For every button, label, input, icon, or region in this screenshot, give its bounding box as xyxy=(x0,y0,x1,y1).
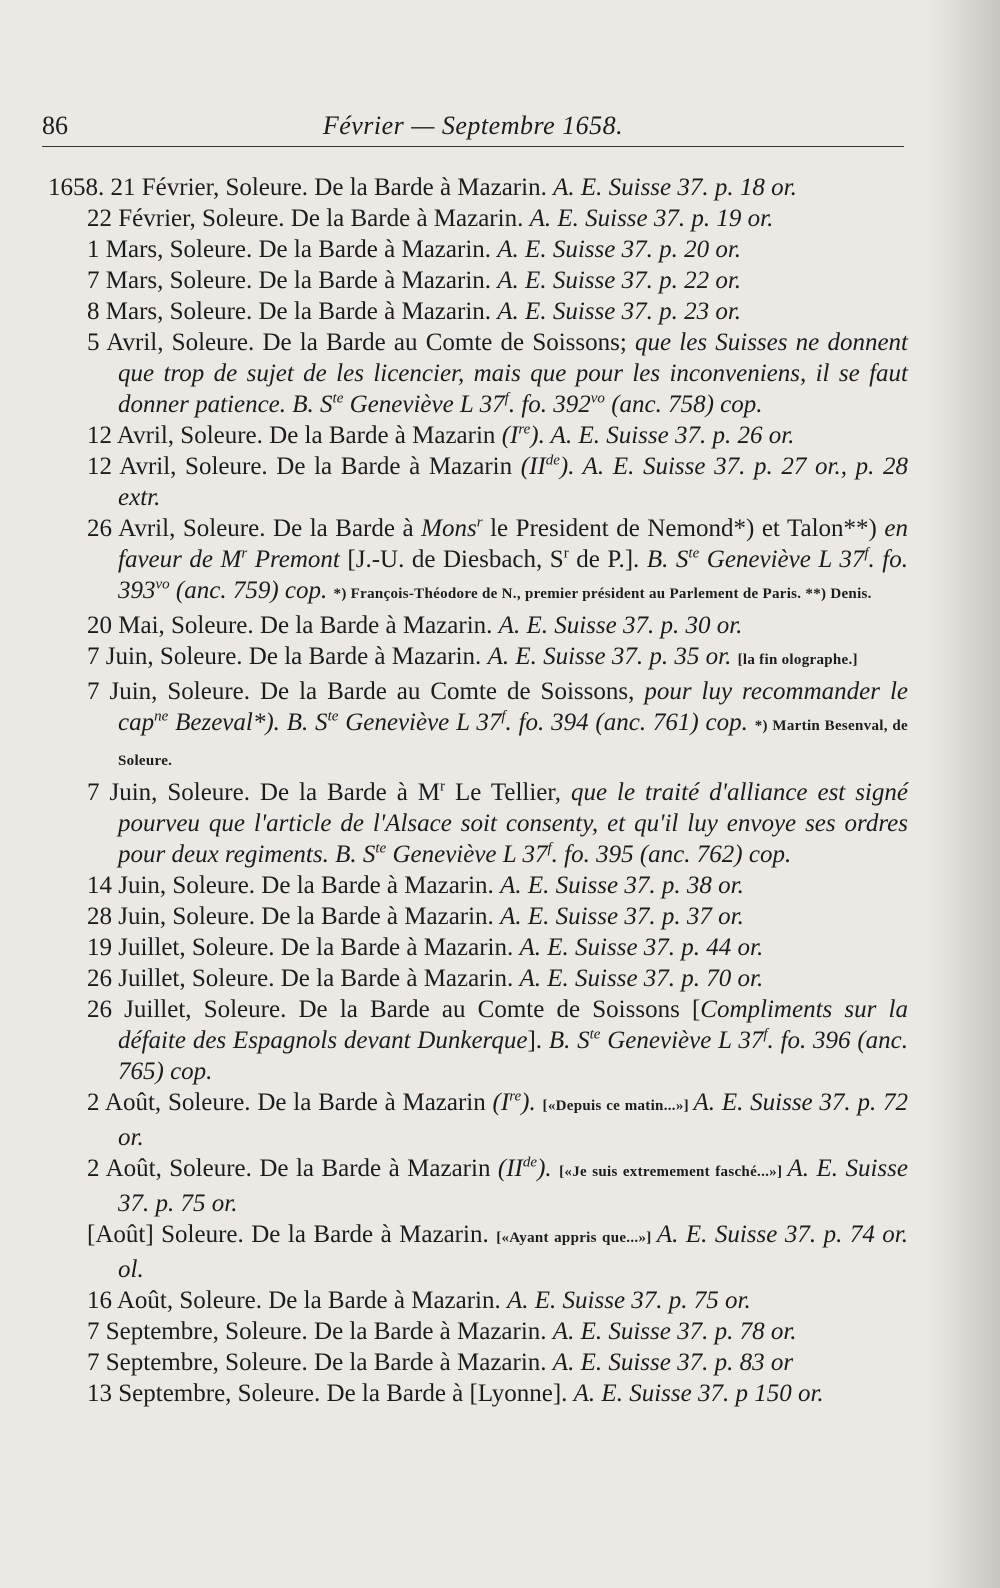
entry-text: te xyxy=(688,545,700,562)
entry-text: te xyxy=(375,840,387,857)
entry-text: (II xyxy=(497,1155,523,1182)
entry-text: 7 Mars, Soleure. De la Barde à Mazarin. xyxy=(87,267,498,294)
entry xyxy=(48,327,908,420)
entry-text: Mons xyxy=(421,515,477,542)
entry-text: A. E. Suisse 37. p. 70 or. xyxy=(519,965,764,992)
entry-text: 12 Avril, Soleure. De la Barde à Mazarin xyxy=(87,422,502,449)
entry-text: A. E. Suisse 37. p. 30 or. xyxy=(498,612,743,639)
entry xyxy=(48,994,908,1087)
entry-text: 26 Juillet, Soleure. De la Barde au Comte de Soissons [ xyxy=(87,996,701,1023)
entry-text: ]. xyxy=(527,1027,549,1054)
entry xyxy=(48,203,908,234)
editorial-note: [la fin olographe.] xyxy=(737,652,858,668)
entry xyxy=(48,296,908,327)
entry-text: A. E. Suisse 37. p. 44 or. xyxy=(519,934,764,961)
entry-text: 26 Juillet, Soleure. De la Barde à Mazarin. xyxy=(87,965,520,992)
entry-text: te xyxy=(589,1026,601,1043)
editorial-note: [«Je suis extremement fasché...»] xyxy=(559,1164,788,1180)
entry xyxy=(48,513,908,610)
entry-text: de P.]. xyxy=(568,546,647,573)
entry-text: 5 Avril, Soleure. De la Barde au Comte de Soissons; xyxy=(87,329,636,356)
entry-text: A. E. Suisse 37. p. 22 or. xyxy=(497,267,742,294)
entry-text: . fo. 395 (anc. 762) cop. xyxy=(551,841,792,868)
entry xyxy=(48,1153,908,1219)
entry-text: 28 Juin, Soleure. De la Barde à Mazarin. xyxy=(87,903,501,930)
entry-text: r xyxy=(241,545,248,562)
entry-text: Le Tellier, xyxy=(445,779,571,806)
page-number: 86 xyxy=(42,111,68,140)
entry-text: Premont xyxy=(247,546,340,573)
entry-text: Geneviève L 37 xyxy=(699,546,865,573)
entry-text: A. E. Suisse 37. p. 18 or. xyxy=(553,174,797,201)
entry xyxy=(48,610,908,641)
entry-text: ). A. E. Suisse 37. p. 27 or., p. 28 extr. xyxy=(118,453,908,511)
entry-text: 26 Avril, Soleure. De la Barde à xyxy=(87,515,422,542)
entry-text: 2 Août, Soleure. De la Barde à Mazarin xyxy=(87,1155,498,1182)
entry xyxy=(48,932,908,963)
running-title: Février — Septembre 1658. xyxy=(322,111,624,140)
entry-text: r xyxy=(476,514,483,531)
entry xyxy=(48,1378,908,1409)
entry-text: . fo. 392 xyxy=(508,391,591,418)
entry xyxy=(48,234,908,265)
entry-text: re xyxy=(518,421,531,438)
entry-text: A. E. Suisse 37. p. 37 or. xyxy=(500,903,744,930)
entry xyxy=(48,1316,908,1347)
entry-text: 7 Septembre, Soleure. De la Barde à Mazarin. xyxy=(87,1349,553,1376)
entry-text: . fo. 393 xyxy=(118,546,909,604)
entry-text: vo xyxy=(590,390,605,407)
entry-text: A. E. Suisse 37. p. 23 or. xyxy=(497,298,742,325)
entry-text: Geneviève L 37 xyxy=(386,841,548,868)
page-edge-shadow xyxy=(930,0,1000,1588)
entry-text: ). xyxy=(537,1155,560,1182)
entry-text: f xyxy=(504,390,509,407)
entry-text: f xyxy=(547,840,552,857)
entry-text: [Août] Soleure. De la Barde à Mazarin. xyxy=(87,1221,497,1248)
entry-text: te xyxy=(332,390,344,407)
entry-text: 19 Juillet, Soleure. De la Barde à Mazarin. xyxy=(87,934,520,961)
entry-text: Geneviève L 37 xyxy=(600,1027,764,1054)
entry-text: 8 Mars, Soleure. De la Barde à Mazarin. xyxy=(87,298,498,325)
entry-text: B. S xyxy=(548,1027,590,1054)
editorial-note: [«Ayant appris que...»] xyxy=(496,1230,657,1246)
entry-text: Geneviève L 37 xyxy=(343,391,505,418)
entry-text: A. E. Suisse 37. p. 83 or xyxy=(552,1349,794,1376)
entry-text: . fo. 396 (anc. 765) cop. xyxy=(118,1027,909,1085)
entry xyxy=(48,641,908,676)
entry-text: (anc. 759) cop. xyxy=(169,577,334,604)
entry-text: 22 Février, Soleure. De la Barde à Mazarin. xyxy=(87,205,530,232)
entry xyxy=(48,870,908,901)
entry-text: (I xyxy=(501,422,519,449)
entry xyxy=(48,1285,908,1316)
entry-text: ne xyxy=(154,708,169,725)
entry-text: de xyxy=(545,452,560,469)
entry-text: A. E. Suisse 37. p. 75 or. xyxy=(507,1287,751,1314)
entry-text: 13 Septembre, Soleure. De la Barde à [Lyonne]. xyxy=(87,1380,574,1407)
entry-text: de xyxy=(522,1154,538,1171)
entry xyxy=(48,777,908,870)
entry-text: 16 Août, Soleure. De la Barde à Mazarin. xyxy=(87,1287,508,1314)
entry-text: A. E. Suisse 37. p. 75 or. xyxy=(118,1155,908,1217)
entry-text: r xyxy=(563,545,569,562)
entry-text: f xyxy=(864,545,869,562)
entry-text: le President de Nemond*) et Talon**) xyxy=(482,515,885,542)
entry-text: Geneviève L 37 xyxy=(338,709,502,736)
entry xyxy=(48,451,908,513)
entry-text: A. E. Suisse 37. p. 72 or. xyxy=(118,1089,909,1151)
entry-text: Compliments sur la défaite des Espagnols devant Dunkerque xyxy=(118,996,908,1054)
editorial-note: [«Depuis ce matin...»] xyxy=(542,1098,694,1114)
entry-text: A. E. Suisse 37. p. 74 or. ol. xyxy=(118,1221,909,1283)
entry-text: 7 Septembre, Soleure. De la Barde à Mazarin. xyxy=(87,1318,553,1345)
entry-text: que les Suisses ne donnent que trop de sujet de les licencier, mais que pour les inconveniens, il se faut donner patience. B. S xyxy=(118,329,908,418)
entry-text: A. E. Suisse 37. p 150 or. xyxy=(573,1380,824,1407)
entry xyxy=(48,1087,908,1153)
entry-text: A. E. Suisse 37. p. 19 or. xyxy=(529,205,774,232)
entry-text: ). xyxy=(521,1089,543,1116)
entry-text: . fo. 394 (anc. 761) cop. xyxy=(505,709,755,736)
entry-text: Bezeval*). B. S xyxy=(168,709,328,736)
entry-text: A. E. Suisse 37. p. 78 or. xyxy=(552,1318,797,1345)
entry-text: (anc. 758) cop. xyxy=(604,391,763,418)
entry-text: 7 Juin, Soleure. De la Barde au Comte de Soissons, xyxy=(87,678,645,705)
entry xyxy=(48,676,908,777)
entry xyxy=(48,963,908,994)
entry-text: A. E. Suisse 37. p. 20 or. xyxy=(497,236,742,263)
editorial-note: *) François-Théodore de N., premier président au Parlement de Paris. **) Denis. xyxy=(333,586,872,602)
entry-text: 7 Juin, Soleure. De la Barde à M xyxy=(87,779,440,806)
entry-text: 1 Mars, Soleure. De la Barde à Mazarin. xyxy=(87,236,498,263)
entry-text: (II xyxy=(520,453,546,480)
entry-text: 2 Août, Soleure. De la Barde à Mazarin xyxy=(87,1089,493,1116)
entry xyxy=(48,1219,908,1285)
entry xyxy=(48,172,908,203)
entry-text: en faveur de M xyxy=(118,515,908,573)
entry xyxy=(48,1347,908,1378)
entry-text: [J.-U. de Diesbach, S xyxy=(339,546,564,573)
entry-text: 1658. 21 Février, Soleure. De la Barde à Mazarin. xyxy=(48,174,554,201)
entry-text: pour luy recommander le cap xyxy=(118,678,908,736)
entry xyxy=(48,901,908,932)
entry-text: A. E. Suisse 37. p. 35 or. xyxy=(487,643,738,670)
entry-text: f xyxy=(501,708,506,725)
entry-text: que le traité d'alliance est signé pourveu que l'article de l'Alsace soit consenty, et qu'il luy envoye ses ordres pour deux regiments. B. S xyxy=(118,779,908,868)
entry-text: 12 Avril, Soleure. De la Barde à Mazarin xyxy=(87,453,521,480)
entry-text: ). A. E. Suisse 37. p. 26 or. xyxy=(530,422,795,449)
entry-text: 20 Mai, Soleure. De la Barde à Mazarin. xyxy=(87,612,499,639)
entry-text: f xyxy=(763,1026,768,1043)
entry-text: r xyxy=(440,778,445,795)
header-rule xyxy=(42,146,904,147)
entry-text: vo xyxy=(155,576,170,593)
entry-text: A. E. Suisse 37. p. 38 or. xyxy=(500,872,744,899)
entry-text: re xyxy=(509,1088,522,1105)
entry-text: 14 Juin, Soleure. De la Barde à Mazarin. xyxy=(87,872,501,899)
entry-text: te xyxy=(327,708,339,725)
entry xyxy=(48,265,908,296)
entry-list xyxy=(48,172,908,1409)
entry-text: B. S xyxy=(646,546,689,573)
entry-text: 7 Juin, Soleure. De la Barde à Mazarin. xyxy=(87,643,488,670)
entry xyxy=(48,420,908,451)
entry-text: (I xyxy=(492,1089,510,1116)
editorial-note: *) Martin Besenval, de Soleure. xyxy=(118,718,908,769)
